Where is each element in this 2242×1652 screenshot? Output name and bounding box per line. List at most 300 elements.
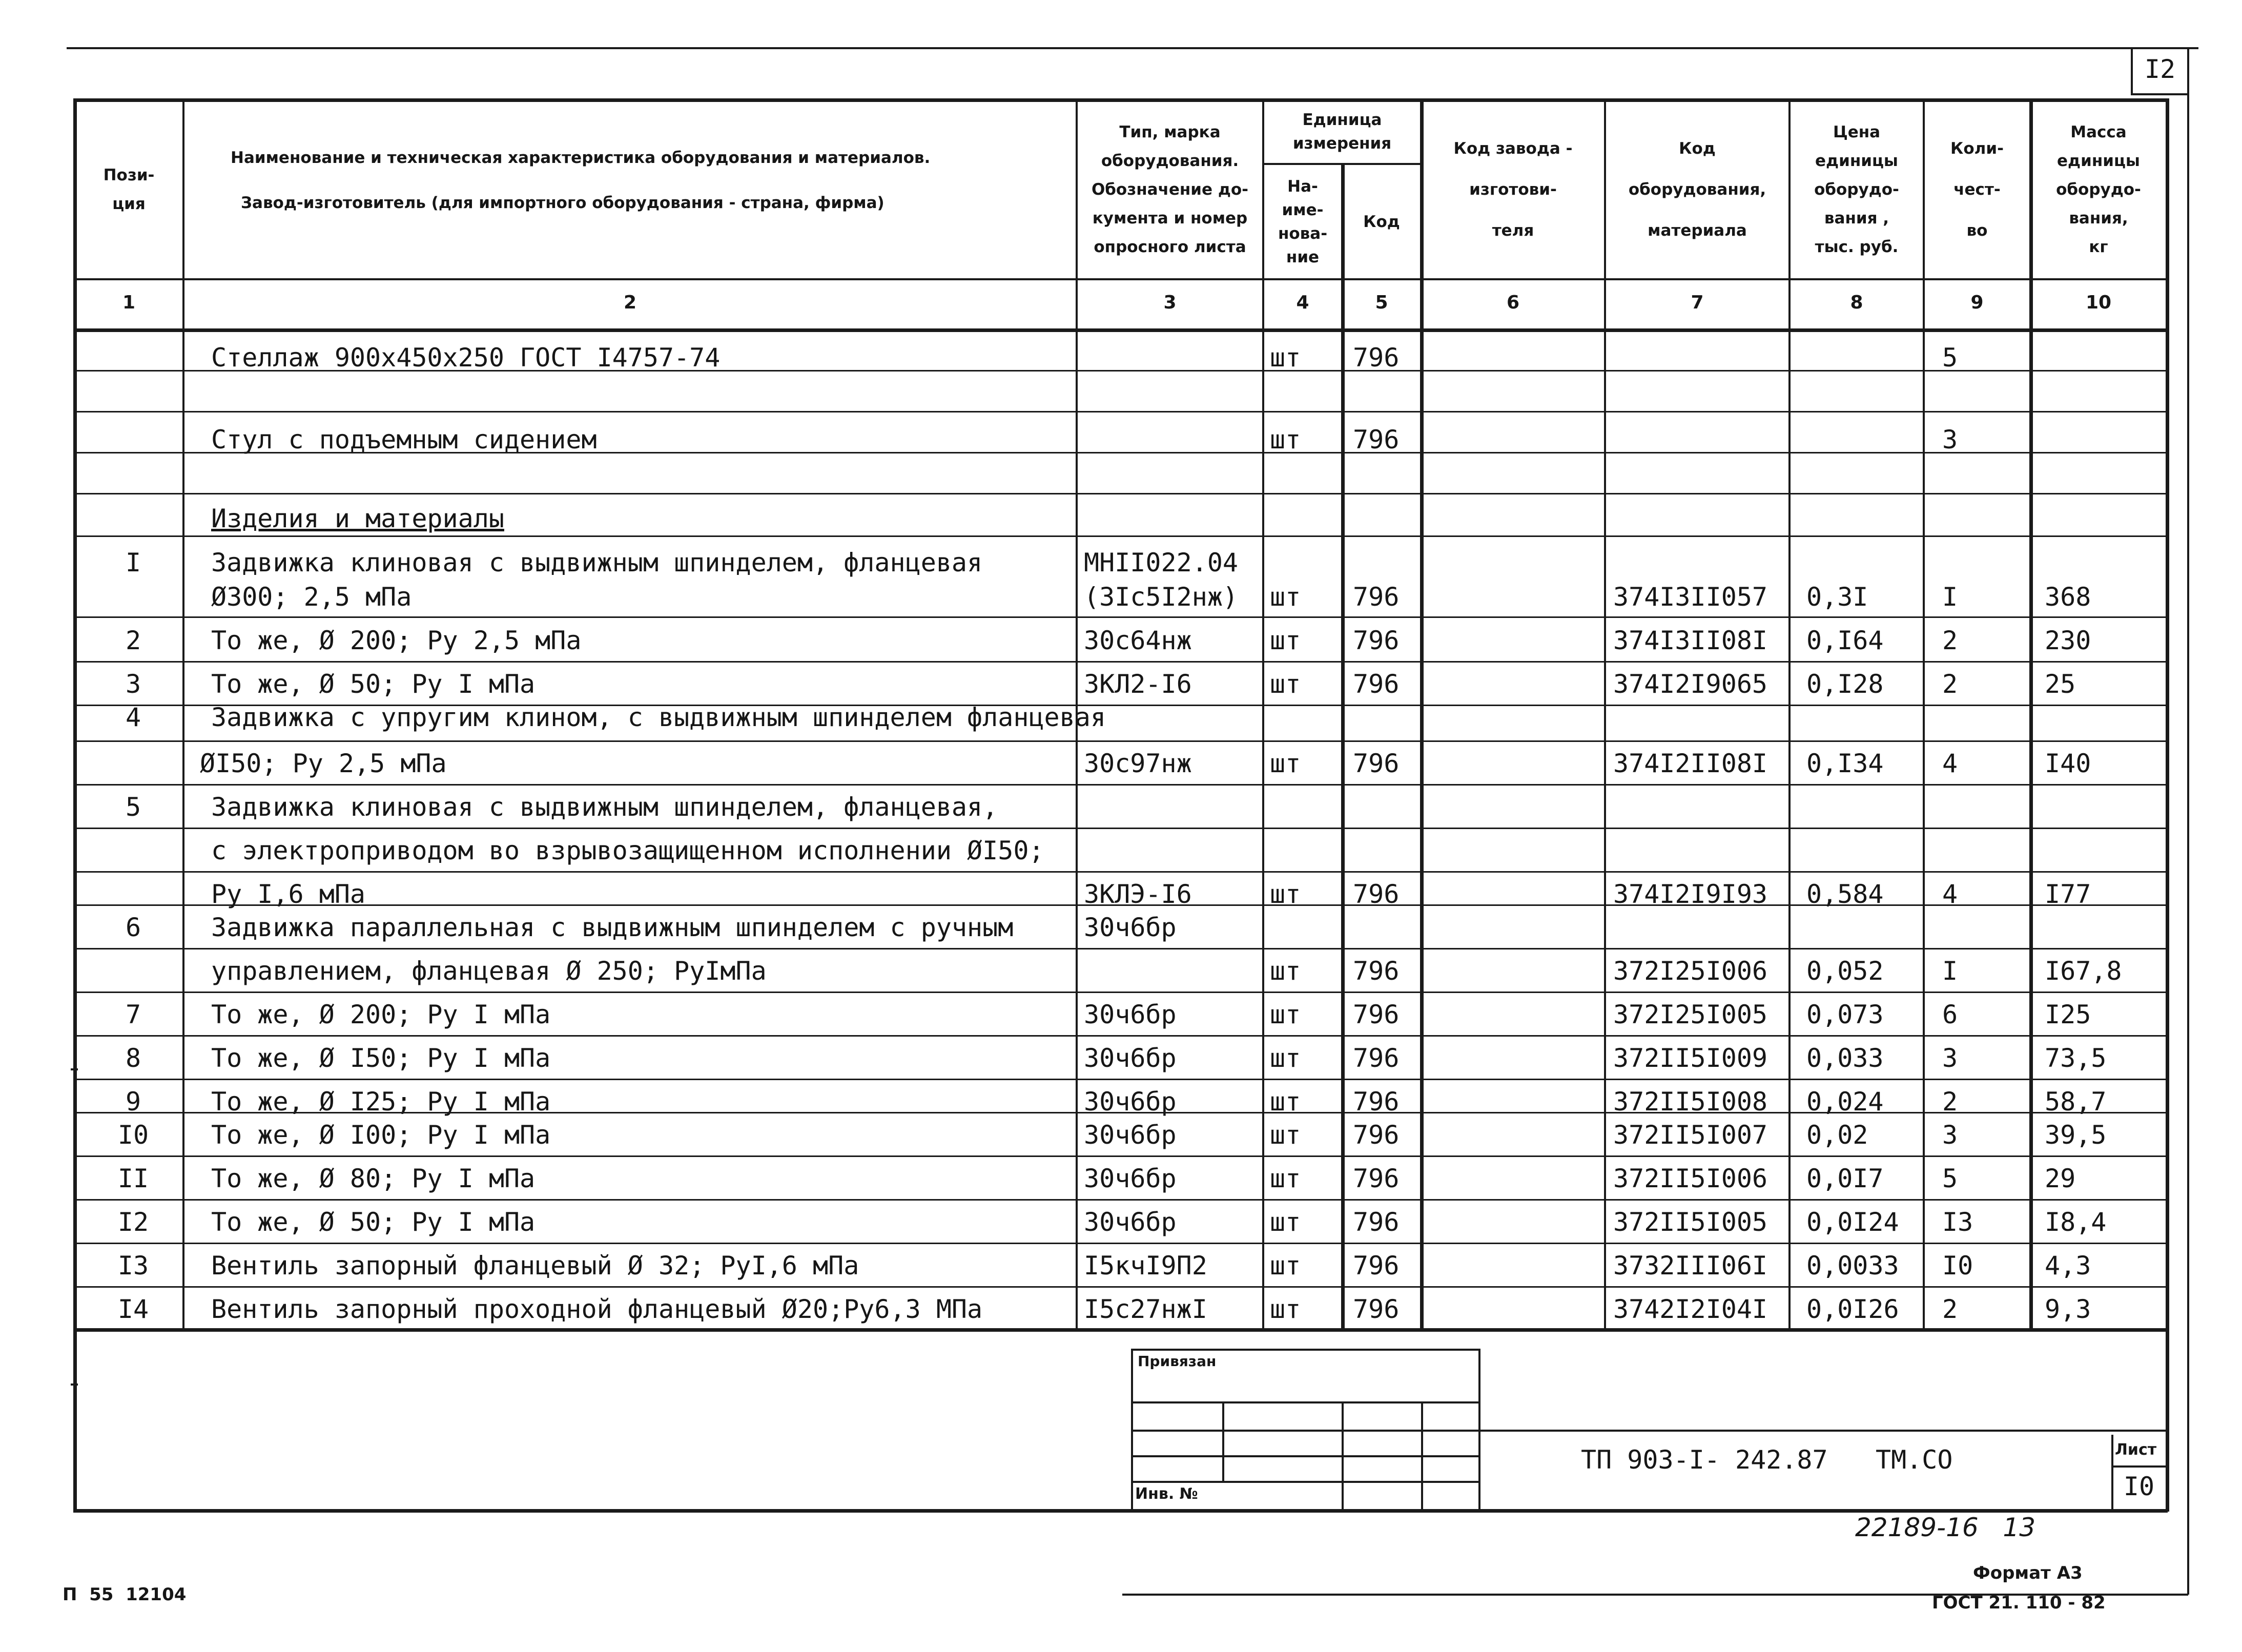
row-quantity — [1942, 830, 2024, 871]
row-equipment-code — [1613, 907, 1785, 948]
row-type: (3Iс5I2нж) — [1084, 582, 1239, 612]
row-unit: шт — [1270, 956, 1301, 986]
row-name: Задвижка клиновая с выдвижным шпинделем, фланцевая — [211, 548, 983, 577]
row-name: Стеллаж 900х450х250 ГОСТ I4757-74 — [211, 343, 721, 373]
row-mass — [2045, 460, 2163, 501]
gost-label: ГОСТ 21. 110 - 82 — [1932, 1593, 2106, 1613]
row-unit — [1270, 378, 1339, 419]
row-mass: 58,7 — [2045, 1087, 2107, 1117]
row-mass: 29 — [2045, 1164, 2076, 1193]
row-mass — [2045, 419, 2163, 460]
row-separator — [73, 1035, 2168, 1037]
table-bottom-line — [73, 1509, 2168, 1513]
row-separator — [73, 828, 2168, 829]
row-price: 0,0033 — [1806, 1251, 1899, 1281]
row-position: II — [117, 1164, 149, 1193]
row-factory-code — [1430, 951, 1599, 992]
row-name: Стул с подъемным сидением — [211, 425, 597, 455]
row-name: То же, Ø I25; Ру I мПа — [211, 1087, 551, 1117]
row-unit: шт — [1270, 1207, 1301, 1237]
row-position: I2 — [117, 1207, 149, 1237]
row-factory-code — [1430, 994, 1599, 1035]
table-row — [0, 830, 2242, 871]
row-unit: шт — [1270, 626, 1301, 655]
stamp-grid-line-1 — [1131, 1401, 1479, 1403]
row-unit-code — [1353, 498, 1417, 539]
row-unit-code: 796 — [1353, 1207, 1400, 1237]
row-unit-code — [1353, 787, 1417, 828]
row-price — [1806, 337, 1919, 378]
row-unit: шт — [1270, 582, 1301, 612]
header-unit-name: На- име- нова- ние — [1278, 177, 1328, 266]
top-border-line — [67, 47, 2198, 49]
row-factory-code — [1430, 378, 1599, 419]
handwritten-number: 22189-16 13 — [1855, 1513, 2036, 1542]
row-equipment-code — [1613, 460, 1785, 501]
column-number-7: 7 — [1691, 292, 1704, 313]
header-quantity: Коли- чест- во — [1950, 139, 2004, 240]
row-position: I0 — [117, 1120, 149, 1150]
row-unit: шт — [1270, 749, 1301, 778]
row-equipment-code: 374I3II08I — [1613, 626, 1768, 655]
row-separator — [73, 1155, 2168, 1157]
table-row — [0, 1158, 2242, 1199]
row-position: 8 — [125, 1043, 141, 1073]
row-factory-code — [1430, 337, 1599, 378]
row-quantity — [1942, 378, 2024, 419]
row-unit-code: 796 — [1353, 1120, 1400, 1150]
table-row — [0, 620, 2242, 661]
row-unit — [1270, 907, 1339, 948]
row-unit-code: 796 — [1353, 879, 1400, 909]
stamp-box-top — [1131, 1349, 1479, 1351]
row-separator — [73, 948, 2168, 949]
row-factory-code — [1430, 1158, 1599, 1199]
row-separator — [73, 1079, 2168, 1080]
table-row — [0, 1114, 2242, 1155]
row-equipment-code — [1613, 419, 1785, 460]
row-unit-code — [1353, 378, 1417, 419]
row-separator — [73, 1243, 2168, 1244]
row-type — [1084, 787, 1258, 828]
row-price: 0,052 — [1806, 956, 1884, 986]
row-unit-code: 796 — [1353, 1251, 1400, 1281]
row-factory-code — [1430, 830, 1599, 871]
row-mass — [2045, 378, 2163, 419]
row-price: 0,I64 — [1806, 626, 1884, 655]
row-price — [1806, 907, 1919, 948]
row-type: 30ч6бр — [1084, 913, 1177, 942]
header-equipment-code: Код оборудования, материала — [1628, 139, 1766, 240]
row-mass: I77 — [2045, 879, 2091, 909]
row-unit — [1270, 498, 1339, 539]
row-factory-code — [1430, 1245, 1599, 1286]
row-name — [211, 378, 1072, 419]
row-quantity: 2 — [1942, 1294, 1958, 1324]
row-separator — [73, 1112, 2168, 1113]
sheet-corner-number: I2 — [2144, 54, 2176, 84]
row-name: Ру I,6 мПа — [211, 879, 366, 909]
row-price — [1806, 378, 1919, 419]
row-unit-code: 796 — [1353, 1000, 1400, 1029]
row-factory-code — [1430, 1038, 1599, 1079]
header-name-line1: Наименование и техническая характеристика оборудования и материалов. — [231, 149, 931, 167]
row-separator — [73, 616, 2168, 618]
row-unit: шт — [1270, 669, 1301, 699]
column-number-2: 2 — [623, 292, 637, 313]
row-position: 4 — [125, 703, 141, 732]
row-quantity: I3 — [1942, 1207, 1973, 1237]
row-separator — [73, 1286, 2168, 1288]
table-row — [0, 994, 2242, 1035]
row-equipment-code: 372I25I005 — [1613, 1000, 1768, 1029]
row-quantity — [1942, 907, 2024, 948]
row-quantity: 5 — [1942, 1164, 1958, 1193]
row-unit-code — [1353, 697, 1417, 738]
row-unit: шт — [1270, 1000, 1301, 1029]
row-type: МНII022.04 — [1084, 548, 1239, 577]
row-factory-code — [1430, 576, 1599, 617]
row-separator — [73, 535, 2168, 537]
row-position: I3 — [117, 1251, 149, 1281]
row-name: То же, Ø I00; Ру I мПа — [211, 1120, 551, 1150]
row-position: 7 — [125, 1000, 141, 1029]
row-type: 30с97нж — [1084, 749, 1192, 778]
row-quantity — [1942, 697, 2024, 738]
row-name: с электроприводом во взрывозащищенном исполнении ØI50; — [211, 836, 1044, 865]
row-unit — [1270, 697, 1339, 738]
row-unit-code: 796 — [1353, 1294, 1400, 1324]
row-mass: 25 — [2045, 669, 2076, 699]
header-type: Тип, марка оборудования. Обозначение до- кумента и номер опросного листа — [1091, 122, 1249, 256]
column-number-9: 9 — [1970, 292, 1984, 313]
header-unit-group: Единица измерения — [1292, 111, 1392, 153]
row-unit-code: 796 — [1353, 669, 1400, 699]
row-type: I5с27нжI — [1084, 1294, 1207, 1324]
stamp-grid-col-2 — [1342, 1401, 1344, 1510]
row-unit — [1270, 460, 1339, 501]
row-mass: 9,3 — [2045, 1294, 2091, 1324]
row-quantity: I0 — [1942, 1251, 1973, 1281]
row-mass: 39,5 — [2045, 1120, 2107, 1150]
row-type: 30ч6бр — [1084, 1087, 1177, 1117]
row-equipment-code — [1613, 498, 1785, 539]
row-unit: шт — [1270, 1164, 1301, 1193]
row-equipment-code: 374I2I9065 — [1613, 669, 1768, 699]
row-separator — [73, 661, 2168, 663]
table-row — [0, 498, 2242, 539]
row-name: То же, Ø 200; Ру I мПа — [211, 1000, 551, 1029]
row-unit: шт — [1270, 1251, 1301, 1281]
header-position: Пози- ция — [103, 166, 155, 213]
row-quantity: 3 — [1942, 1043, 1958, 1073]
table-row — [0, 743, 2242, 784]
corner-box-left — [2131, 47, 2133, 93]
row-unit — [1270, 787, 1339, 828]
row-price: 0,3I — [1806, 582, 1868, 612]
row-name: Задвижка параллельная с выдвижным шпинделем с ручным — [211, 913, 1014, 942]
row-quantity: 4 — [1942, 879, 1958, 909]
row-unit-code: 796 — [1353, 1087, 1400, 1117]
row-type — [1084, 419, 1258, 460]
row-price: 0,I28 — [1806, 669, 1884, 699]
row-unit: шт — [1270, 343, 1301, 373]
row-unit: шт — [1270, 1294, 1301, 1324]
row-separator — [73, 740, 2168, 742]
header-unit-mass: Масса единицы оборудо- вания, кг — [2056, 122, 2141, 256]
row-equipment-code — [1613, 830, 1785, 871]
row-factory-code — [1430, 907, 1599, 948]
row-name: То же, Ø 80; Ру I мПа — [211, 1164, 536, 1193]
column-number-4: 4 — [1296, 292, 1309, 313]
table-row — [0, 907, 2242, 948]
row-position: 2 — [125, 626, 141, 655]
table-row — [0, 337, 2242, 378]
row-price — [1806, 830, 1919, 871]
row-price: 0,I34 — [1806, 749, 1884, 778]
row-quantity: I — [1942, 956, 1958, 986]
row-quantity: 5 — [1942, 343, 1958, 373]
stamp-grid-line-2 — [1131, 1430, 2166, 1432]
row-unit-code: 796 — [1353, 1164, 1400, 1193]
row-position: 6 — [125, 913, 141, 942]
row-mass: I40 — [2045, 749, 2091, 778]
row-mass: 73,5 — [2045, 1043, 2107, 1073]
row-type — [1084, 460, 1258, 501]
row-equipment-code: 374I3II057 — [1613, 582, 1768, 612]
row-quantity: 2 — [1942, 626, 1958, 655]
row-factory-code — [1430, 419, 1599, 460]
row-type: 30ч6бр — [1084, 1043, 1177, 1073]
table-row — [0, 697, 2242, 738]
row-position: I — [125, 548, 141, 577]
table-row — [0, 1202, 2242, 1243]
row-type: 30ч6бр — [1084, 1120, 1177, 1150]
sheet-box-left — [2111, 1435, 2113, 1509]
row-position — [102, 951, 164, 992]
row-equipment-code: 374I2II08I — [1613, 749, 1768, 778]
row-factory-code — [1430, 498, 1599, 539]
row-price: 0,073 — [1806, 1000, 1884, 1029]
row-equipment-code — [1613, 337, 1785, 378]
row-equipment-code: 372II5I008 — [1613, 1087, 1768, 1117]
document-mark: ТМ.СО — [1876, 1445, 1953, 1475]
row-type — [1084, 378, 1258, 419]
row-unit: шт — [1270, 1043, 1301, 1073]
row-name: Задвижка клиновая с выдвижным шпинделем, фланцевая, — [211, 792, 998, 822]
corner-box-bottom — [2131, 93, 2188, 95]
sheet-label: Лист — [2115, 1441, 2157, 1459]
row-name: Ø300; 2,5 мПа — [211, 582, 412, 612]
row-quantity — [1942, 460, 2024, 501]
row-equipment-code: 372I25I006 — [1613, 956, 1768, 986]
stamp-grid-col-1 — [1222, 1401, 1224, 1481]
row-factory-code — [1430, 743, 1599, 784]
header-name-line2: Завод-изготовитель (для импортного оборудования - страна, фирма) — [241, 194, 885, 212]
row-price: 0,0I7 — [1806, 1164, 1884, 1193]
row-factory-code — [1430, 620, 1599, 661]
row-mass — [2045, 337, 2163, 378]
bottom-left-code: П 55 12104 — [63, 1584, 187, 1605]
row-unit-code — [1353, 907, 1417, 948]
numbers-row-bottom-line — [73, 328, 2168, 332]
row-unit-code — [1353, 830, 1417, 871]
row-mass: I67,8 — [2045, 956, 2122, 986]
row-equipment-code: 372II5I005 — [1613, 1207, 1768, 1237]
row-equipment-code: 374I2I9I93 — [1613, 879, 1768, 909]
row-mass — [2045, 498, 2163, 539]
header-unit-code: Код — [1363, 212, 1400, 231]
column-number-6: 6 — [1506, 292, 1520, 313]
row-separator — [73, 411, 2168, 412]
row-position — [102, 337, 164, 378]
row-position — [102, 830, 164, 871]
row-factory-code — [1430, 1114, 1599, 1155]
row-equipment-code: 372II5I009 — [1613, 1043, 1768, 1073]
row-position: I4 — [117, 1294, 149, 1324]
sheet-box-divider — [2111, 1465, 2167, 1468]
table-row — [0, 787, 2242, 828]
table-row — [0, 951, 2242, 992]
row-mass — [2045, 830, 2163, 871]
row-unit: шт — [1270, 879, 1301, 909]
format-label: Формат А3 — [1973, 1563, 2083, 1583]
row-equipment-code: 3742I2I04I — [1613, 1294, 1768, 1324]
row-position — [102, 498, 164, 539]
row-type: I5кчI9П2 — [1084, 1251, 1207, 1281]
row-unit-code: 796 — [1353, 1043, 1400, 1073]
row-type: 3КЛ2-I6 — [1084, 669, 1192, 699]
row-unit-code: 796 — [1353, 425, 1400, 455]
row-separator — [73, 452, 2168, 453]
row-separator — [73, 370, 2168, 371]
row-type — [1084, 697, 1258, 738]
row-quantity: 2 — [1942, 1087, 1958, 1117]
row-separator — [73, 1199, 2168, 1201]
row-quantity: 3 — [1942, 1120, 1958, 1150]
margin-tick-1 — [71, 1068, 78, 1070]
row-name — [211, 460, 1072, 501]
row-separator — [73, 992, 2168, 993]
row-unit-code: 796 — [1353, 343, 1400, 373]
row-price — [1806, 498, 1919, 539]
row-price — [1806, 460, 1919, 501]
row-name: ØI50; Ру 2,5 мПа — [200, 749, 447, 778]
row-factory-code — [1430, 1289, 1599, 1330]
row-unit-code: 796 — [1353, 626, 1400, 655]
table-row — [0, 576, 2242, 617]
row-mass: I8,4 — [2045, 1207, 2107, 1237]
row-mass — [2045, 787, 2163, 828]
row-unit: шт — [1270, 425, 1301, 455]
column-number-1: 1 — [122, 292, 136, 313]
row-quantity: 2 — [1942, 669, 1958, 699]
row-factory-code — [1430, 697, 1599, 738]
row-unit-code: 796 — [1353, 582, 1400, 612]
row-unit: шт — [1270, 1120, 1301, 1150]
column-number-8: 8 — [1850, 292, 1863, 313]
header-unit-price: Цена единицы оборудо- вания , тыс. руб. — [1814, 122, 1899, 256]
row-mass: I25 — [2045, 1000, 2091, 1029]
row-name: То же, Ø I50; Ру I мПа — [211, 1043, 551, 1073]
header-bottom-line — [73, 278, 2168, 280]
table-row — [0, 1038, 2242, 1079]
row-separator — [73, 904, 2168, 906]
stamp-attached-label: Привязан — [1138, 1353, 1217, 1370]
column-number-5: 5 — [1375, 292, 1388, 313]
row-name: То же, Ø 200; Ру 2,5 мПа — [211, 626, 582, 655]
row-price: 0,02 — [1806, 1120, 1868, 1150]
row-factory-code — [1430, 1202, 1599, 1243]
margin-tick-2 — [71, 1383, 78, 1386]
row-equipment-code: 3732III06I — [1613, 1251, 1768, 1281]
row-name: Задвижка с упругим клином, с выдвижным шпинделем фланцевая — [211, 703, 1106, 732]
row-factory-code — [1430, 460, 1599, 501]
row-position: 3 — [125, 669, 141, 699]
row-position: 9 — [125, 1087, 141, 1117]
row-price — [1806, 787, 1919, 828]
row-type: 30ч6бр — [1084, 1164, 1177, 1193]
row-price: 0,584 — [1806, 879, 1884, 909]
row-type: 30ч6бр — [1084, 1207, 1177, 1237]
row-price: 0,0I24 — [1806, 1207, 1899, 1237]
row-type: 30ч6бр — [1084, 1000, 1177, 1029]
table-row — [0, 419, 2242, 460]
table-row — [0, 1289, 2242, 1330]
stamp-grid-line-3 — [1131, 1455, 1479, 1457]
row-name: То же, Ø 50; Ру I мПа — [211, 669, 536, 699]
row-quantity — [1942, 498, 2024, 539]
row-unit: шт — [1270, 1087, 1301, 1117]
row-type — [1084, 951, 1258, 992]
column-number-3: 3 — [1163, 292, 1177, 313]
row-position — [102, 743, 164, 784]
row-separator — [73, 784, 2168, 786]
row-quantity: 6 — [1942, 1000, 1958, 1029]
row-mass: 4,3 — [2045, 1251, 2091, 1281]
row-name: управлением, фланцевая Ø 250; РуIмПа — [211, 956, 767, 986]
row-price — [1806, 419, 1919, 460]
row-type — [1084, 498, 1258, 539]
row-equipment-code: 372II5I007 — [1613, 1120, 1768, 1150]
sheet-number: I0 — [2123, 1472, 2155, 1501]
table-row — [0, 378, 2242, 419]
row-position: 5 — [125, 792, 141, 822]
stamp-inventory-label: Инв. № — [1135, 1485, 1198, 1503]
row-name: Вентиль запорный проходной фланцевый Ø20;Ру6,3 МПа — [211, 1294, 983, 1324]
row-type: 30с64нж — [1084, 626, 1192, 655]
row-name: Изделия и материалы — [211, 504, 504, 533]
row-equipment-code — [1613, 787, 1785, 828]
row-factory-code — [1430, 787, 1599, 828]
row-name: Вентиль запорный фланцевый Ø 32; РуI,6 мПа — [211, 1251, 859, 1281]
header-factory-code: Код завода - изготови- теля — [1453, 139, 1573, 240]
row-type — [1084, 337, 1258, 378]
row-position — [102, 378, 164, 419]
row-type: 3КЛЭ-I6 — [1084, 879, 1192, 909]
row-position — [102, 576, 164, 617]
row-quantity: I — [1942, 582, 1958, 612]
column-number-10: 10 — [2085, 292, 2112, 313]
row-position — [102, 419, 164, 460]
row-separator — [73, 871, 2168, 873]
stamp-grid-col-3 — [1421, 1401, 1423, 1510]
row-quantity: 4 — [1942, 749, 1958, 778]
row-unit-code: 796 — [1353, 749, 1400, 778]
row-quantity: 3 — [1942, 425, 1958, 455]
row-price — [1806, 697, 1919, 738]
row-unit-code — [1353, 460, 1417, 501]
